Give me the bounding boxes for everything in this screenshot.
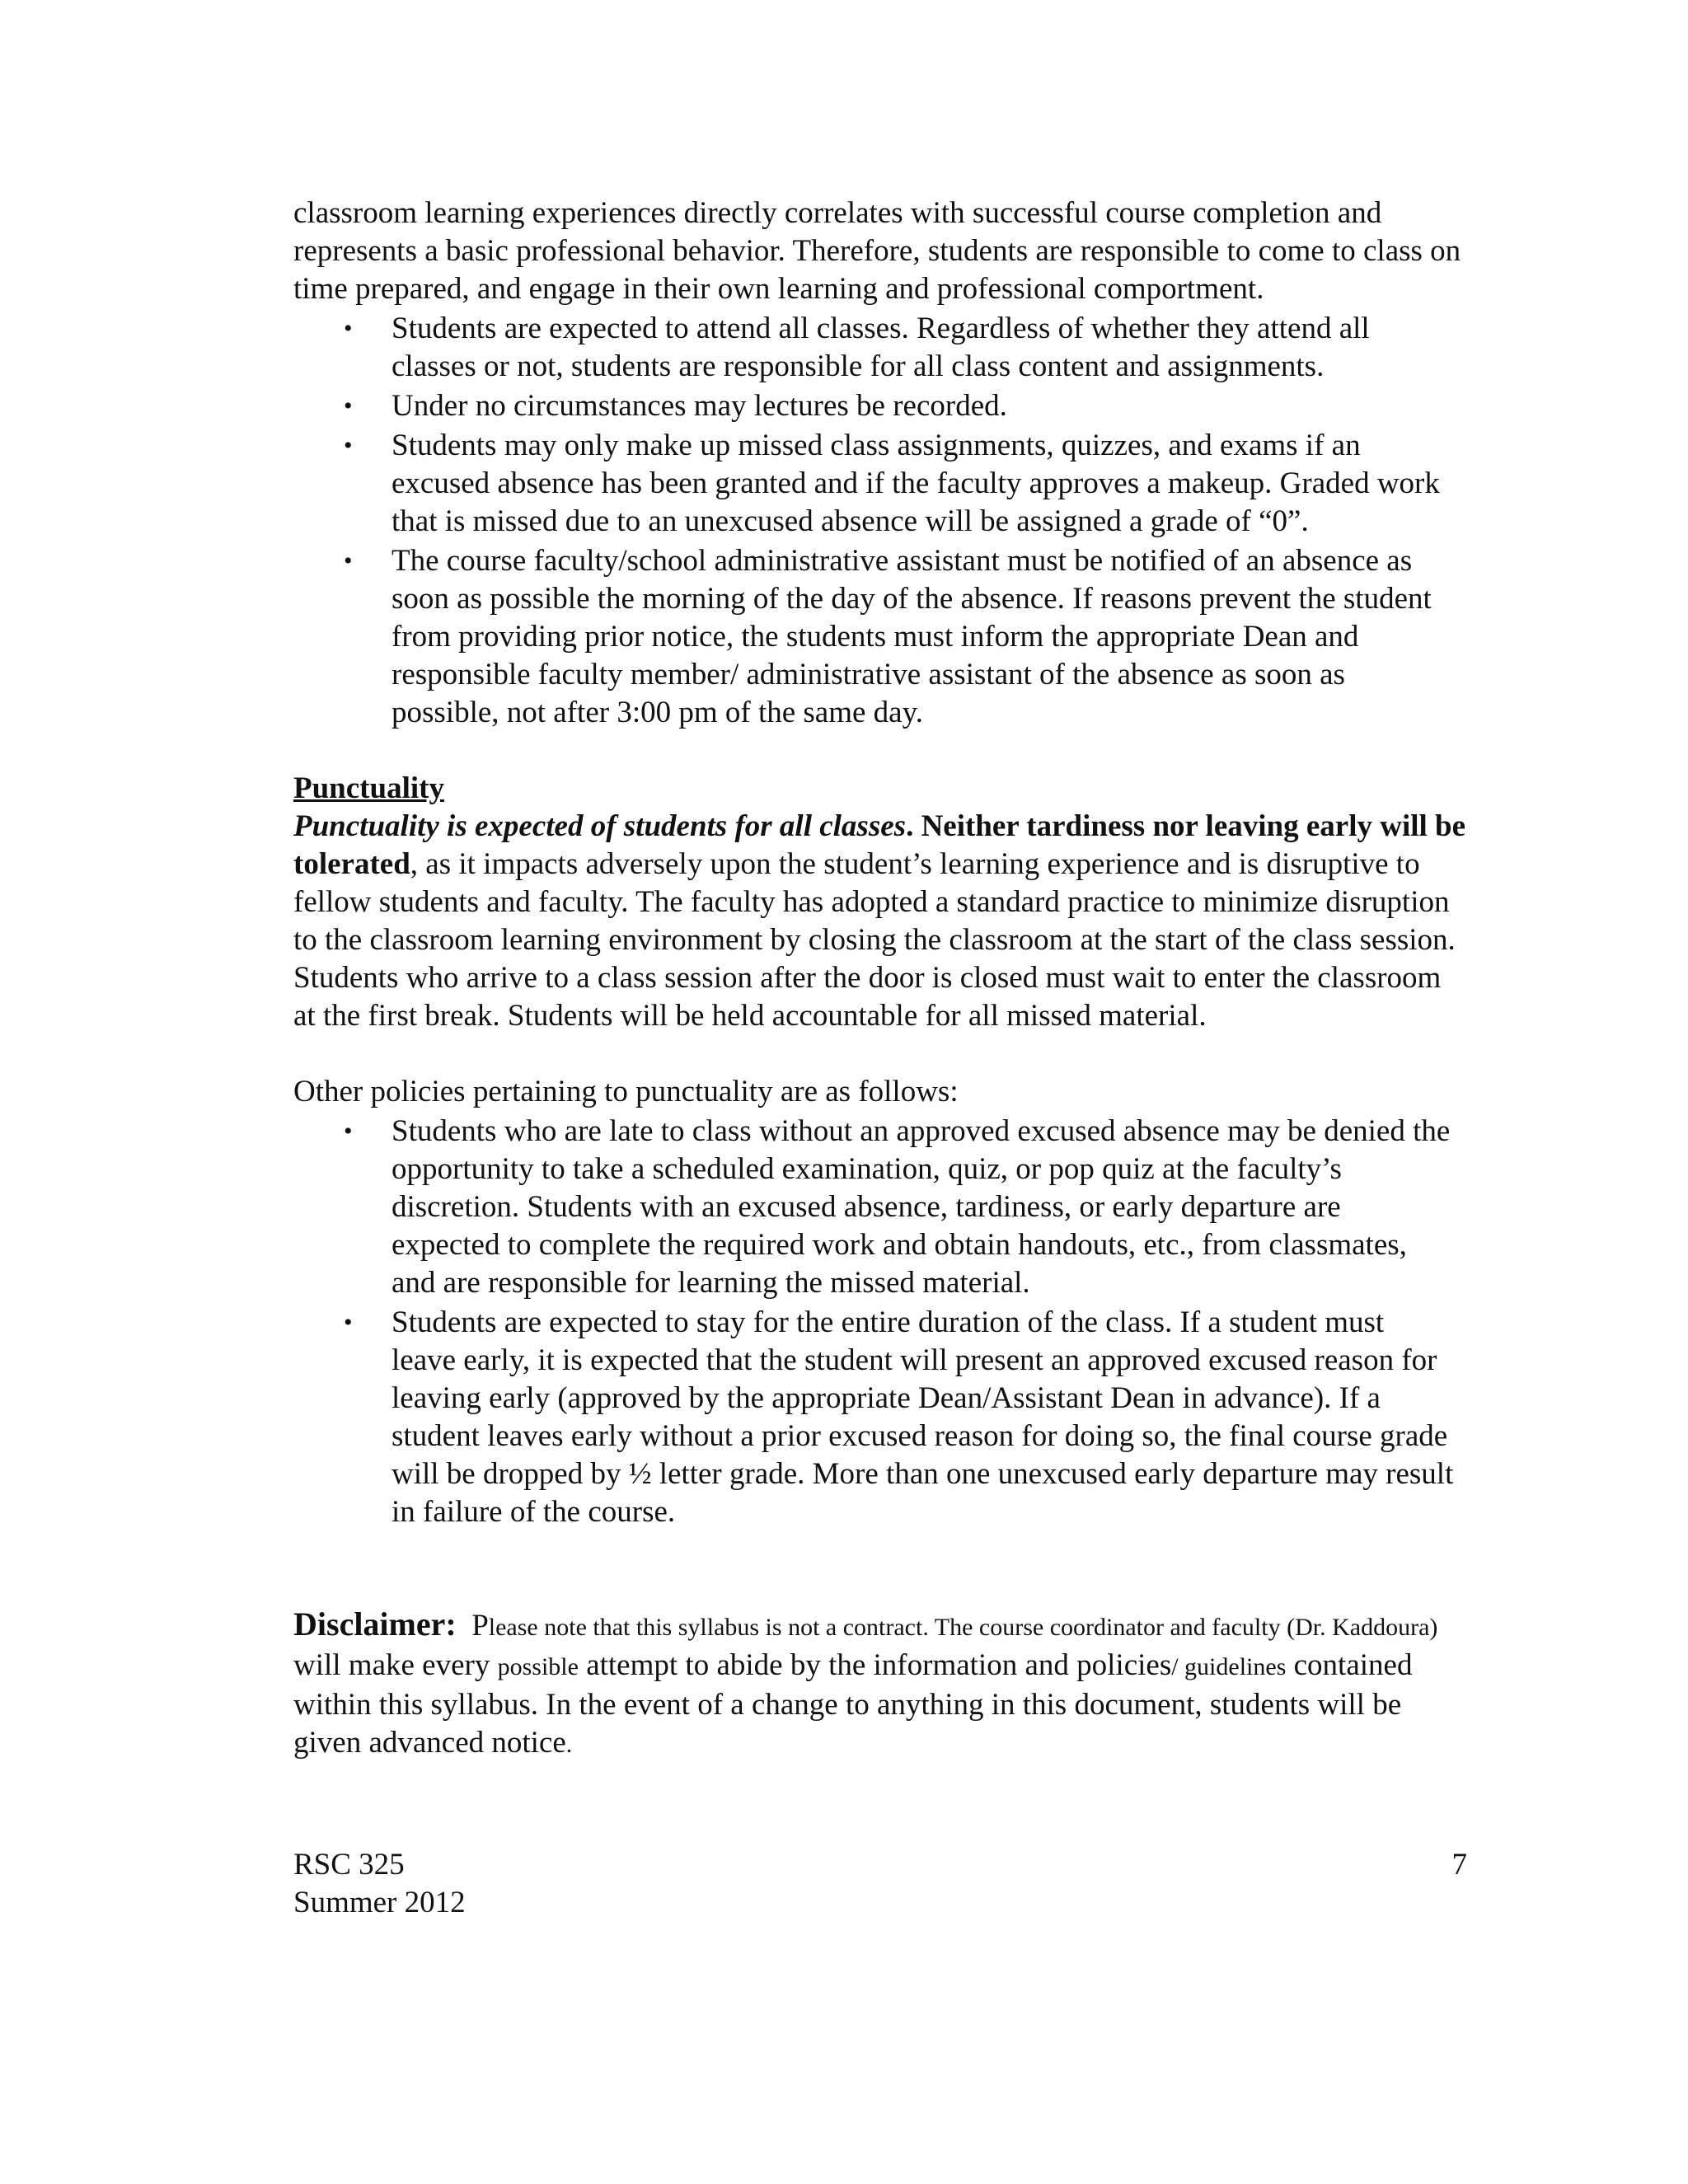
disclaimer-label: Disclaimer: [293, 1605, 457, 1643]
bullet-icon: • [344, 432, 353, 459]
disclaimer-text: lease note that this syllabus is not a contract. The course coordinator and faculty (Dr. Kaddoura) [488, 1614, 1438, 1641]
list-item-text: The course faculty/school administrative assistant must be notified of an absence as soon as possible the morning of the day of the absence. If reasons prevent the student from providing prior notice, the students must inform the appropriate Dean and responsible faculty member/ administrative assistant of the absence as soon as possible, not after 3:00 pm of the same day. [392, 544, 1432, 729]
list-item-text: Students are expected to attend all classes. Regardless of whether they attend all classes or not, students are responsible for all class content and assignments. [392, 312, 1370, 383]
punctuality-lead-italic: Punctuality is expected of students for all classes [293, 809, 907, 843]
bullet-icon: • [344, 547, 353, 574]
punctuality-lead-punct: . [906, 809, 914, 843]
disclaimer-text: P [471, 1609, 489, 1643]
list-item [344, 427, 1470, 541]
disclaimer-text: attempt to abide by the information and policies [578, 1648, 1172, 1682]
list-item [344, 1304, 1470, 1531]
disclaimer-text: contained within this syllabus. In the event of a change to anything in this document, students will be given advanced notice [293, 1648, 1413, 1760]
disclaimer-text: / guidelines [1171, 1653, 1287, 1680]
page-number: 7 [1451, 1848, 1467, 1882]
list-item [344, 310, 1470, 386]
list-item [344, 542, 1470, 732]
other-policies-intro: Other policies pertaining to punctuality are as follows: [293, 1075, 959, 1108]
disclaimer-text: . [565, 1731, 573, 1758]
list-item [344, 1113, 1470, 1302]
footer-term: Summer 2012 [293, 1886, 466, 1919]
list-item-text: Students may only make up missed class assignments, quizzes, and exams if an excused absence has been granted and if the faculty approves a makeup. Graded work that is missed due to an unexcused absence will be assigned a grade of “0”. [392, 429, 1440, 538]
footer-course: RSC 325 [293, 1848, 405, 1882]
intro-paragraph: classroom learning experiences directly correlates with successful course completion and represents a basic professional behavior. Therefore, students are responsible to come to class on time prepared, and engage in their own learning and professional comportment. [293, 196, 1461, 306]
disclaimer-text: possible [497, 1653, 579, 1680]
page-footer [293, 1846, 1467, 1922]
bullet-icon: • [344, 392, 353, 419]
disclaimer-text: will make every [293, 1648, 498, 1682]
list-item-text: Under no circumstances may lectures be recorded. [392, 389, 1007, 423]
punctuality-paragraph [293, 808, 1470, 1035]
punctuality-list [293, 1113, 1470, 1531]
punctuality-heading: Punctuality [293, 771, 444, 805]
list-item-text: Students are expected to stay for the entire duration of the class. If a student must leave early, it is expected that the student will present an approved excused reason for leaving early (approved by the appropriate Dean/Assistant Dean in advance). If a student leaves early without a prior excused reason for doing so, the final course grade will be dropped by ½ letter grade. More than one unexcused early departure may result in failure of the course. [392, 1305, 1454, 1529]
attendance-list [293, 310, 1470, 732]
list-item [344, 387, 1470, 425]
list-item-text: Students who are late to class without an approved excused absence may be denied the opportunity to take a scheduled examination, quiz, or pop quiz at the faculty’s discretion. Students with an excused absence, tardiness, or early departure are expected to complete the required work and obtain handouts, etc., from classmates, and are responsible for learning the missed material. [392, 1114, 1451, 1300]
document-body [293, 194, 1470, 1764]
punctuality-body: , as it impacts adversely upon the student’s learning experience and is disruptive to fellow students and faculty. The faculty has adopted a standard practice to minimize disruption to the classroom learning environment by closing the classroom at the start of the class session. Students who arrive to a class session after the door is closed must wait to enter the classroom at the first break. Students will be held accountable for all missed material. [293, 847, 1456, 1033]
bullet-icon: • [344, 1118, 353, 1145]
disclaimer-paragraph [293, 1605, 1470, 1764]
bullet-icon: • [344, 1309, 353, 1336]
bullet-icon: • [344, 315, 353, 342]
punctuality-lead-bold: Neither tardiness nor leaving early will be tolerated [293, 809, 1466, 881]
